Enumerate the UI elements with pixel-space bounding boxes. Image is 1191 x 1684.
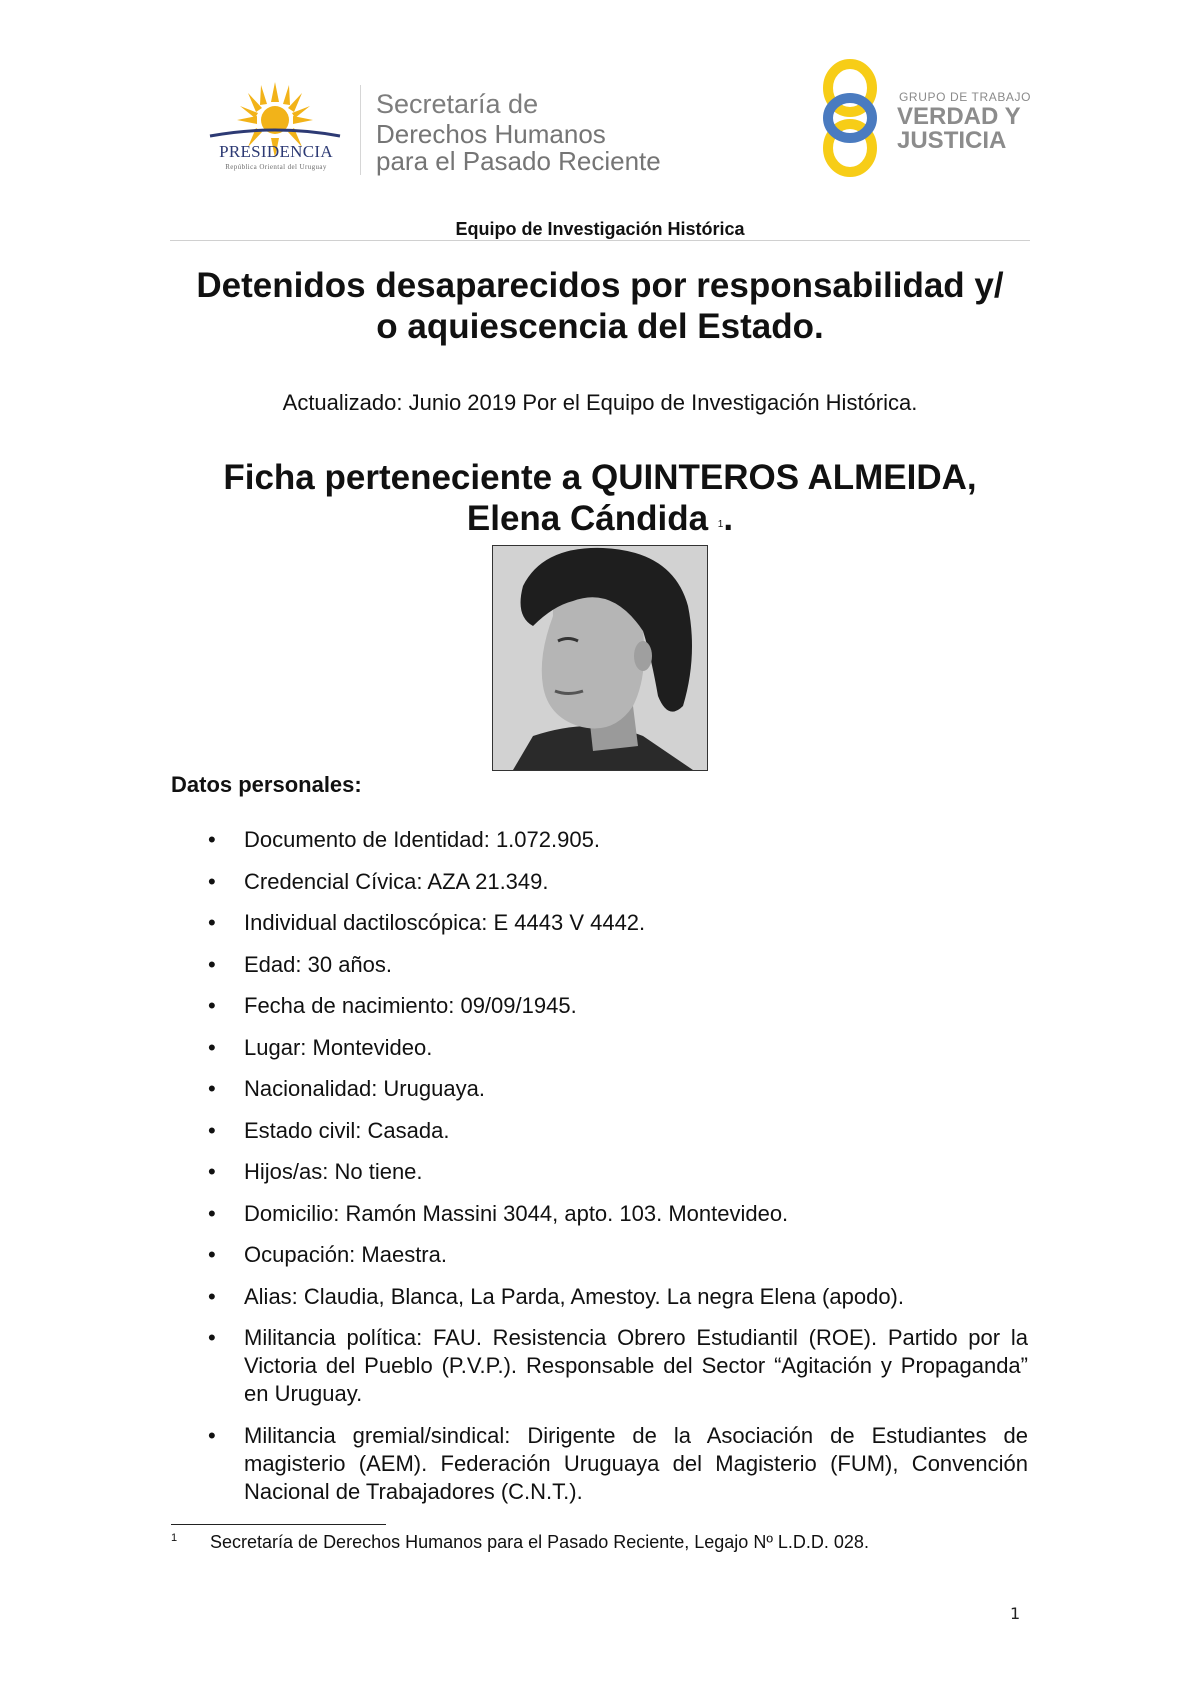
footnote-rule	[171, 1524, 386, 1525]
list-item-text: Edad: 30 años.	[244, 951, 393, 977]
bullet-icon: •	[208, 1422, 216, 1448]
list-item	[208, 826, 1028, 854]
secretaria-line-1: Secretaría de	[376, 89, 539, 119]
presidencia-label: PRESIDENCIA	[219, 142, 333, 161]
list-item-text: Alias: Claudia, Blanca, La Parda, Amestoy. La negra Elena (apodo).	[244, 1283, 904, 1309]
list-item	[208, 992, 1028, 1020]
page-number: 1	[1010, 1604, 1021, 1623]
list-item-text: Credencial Cívica: AZA 21.349.	[244, 868, 549, 894]
bullet-icon: •	[208, 1325, 216, 1350]
list-item	[208, 909, 1028, 937]
list-item-text: Nacionalidad: Uruguaya.	[244, 1076, 485, 1101]
bullet-icon: •	[208, 1283, 216, 1309]
list-item-text: Documento de Identidad: 1.072.905.	[244, 827, 600, 852]
list-item-text: Lugar: Montevideo.	[244, 1034, 433, 1060]
page-title	[170, 265, 1030, 347]
bullet-icon: •	[208, 993, 216, 1018]
header-divider	[360, 85, 361, 175]
list-item	[208, 1200, 1028, 1228]
list-item-text: Ocupación: Maestra.	[244, 1242, 447, 1267]
secretaria-line-3: para el Pasado Reciente	[376, 146, 661, 176]
bullet-icon: •	[208, 1076, 216, 1101]
list-item	[208, 1034, 1028, 1062]
footnote-number: 1	[171, 1532, 178, 1544]
footnote-text: Secretaría de Derechos Humanos para el Pasado Reciente, Legajo Nº L.D.D. 028.	[210, 1532, 869, 1552]
republica-label: República Oriental del Uruguay	[225, 163, 327, 171]
list-item-text: Fecha de nacimiento: 09/09/1945.	[244, 993, 577, 1018]
section-heading: Datos personales:	[171, 772, 362, 797]
ficha-period: .	[723, 499, 734, 538]
secretaria-line-2: Derechos Humanos	[376, 119, 606, 149]
list-item	[208, 1075, 1028, 1103]
header-rule	[170, 240, 1030, 241]
ficha-title-line-1: Ficha perteneciente a QUINTEROS ALMEIDA,	[223, 458, 977, 497]
bullet-icon: •	[208, 951, 216, 977]
bullet-icon: •	[208, 1159, 216, 1184]
page-title-line-2: o aquiescencia del Estado.	[376, 307, 824, 346]
person-name: Elena Cándida	[466, 499, 709, 538]
list-item	[208, 1117, 1028, 1145]
portrait-photo	[492, 545, 708, 771]
bullet-icon: •	[208, 1117, 216, 1143]
portrait-photo-image	[493, 546, 707, 770]
list-item-text: Militancia política: FAU. Resistencia Obrero Estudiantil (ROE). Partido por la Victoria del Pueblo (P.V.P.). Responsable del Sector “Agitación y Propaganda” en Uruguay.	[244, 1325, 1028, 1406]
bullet-icon: •	[208, 868, 216, 894]
list-item-text: Hijos/as: No tiene.	[244, 1159, 423, 1184]
justicia-label: JUSTICIA	[897, 127, 1007, 154]
list-item-text: Domicilio: Ramón Massini 3044, apto. 103. Montevideo.	[244, 1200, 789, 1226]
list-item	[208, 1422, 1028, 1506]
team-label: Equipo de Investigación Histórica	[455, 219, 745, 239]
list-item-text: Estado civil: Casada.	[244, 1117, 450, 1143]
list-item	[208, 1283, 1028, 1311]
verdad-label: VERDAD Y	[897, 103, 1021, 130]
list-item	[208, 1158, 1028, 1186]
list-item	[208, 868, 1028, 896]
footnote-ref[interactable]: 1	[717, 519, 724, 530]
ficha-title-line-2	[170, 498, 1030, 539]
ficha-title	[170, 457, 1030, 539]
list-item-text: Individual dactiloscópica: E 4443 V 4442.	[244, 910, 646, 935]
bullet-icon: •	[208, 1034, 216, 1060]
list-item	[208, 951, 1028, 979]
bullet-icon: •	[208, 910, 216, 935]
page-title-line-1: Detenidos desaparecidos por responsabilidad y/	[196, 266, 1004, 305]
bullet-icon: •	[208, 1242, 216, 1267]
list-item-text: Militancia gremial/sindical: Dirigente de la Asociación de Estudiantes de magisterio (AEM). Federación Uruguaya del Magisterio (FUM), Convención Nacional de Trabajadores (C.N.T.).	[244, 1422, 1028, 1504]
list-item	[208, 1324, 1028, 1408]
bullet-icon: •	[208, 827, 216, 852]
bullet-icon: •	[208, 1200, 216, 1226]
list-item	[208, 1241, 1028, 1269]
grupo-trabajo-label: GRUPO DE TRABAJO	[899, 90, 1032, 104]
personal-data-list	[208, 826, 1028, 1519]
updated-note: Actualizado: Junio 2019 Por el Equipo de Investigación Histórica.	[282, 390, 918, 415]
